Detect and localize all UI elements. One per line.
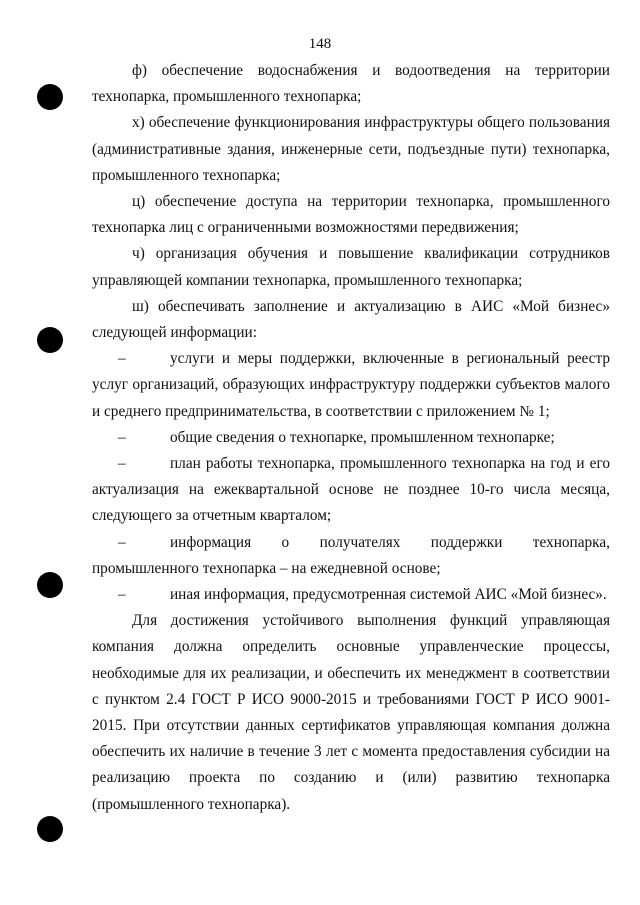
bullet-dash: –	[118, 455, 126, 473]
page-number: 148	[308, 36, 332, 52]
paragraph-kh: х) обеспечение функционирования инфраструктуры общего пользования (административные здания, инженерные сети, подъездные пути) технопарка, промышленного технопарка;	[92, 114, 610, 184]
closing-paragraph: Для достижения устойчивого выполнения функций управляющая компания должна определить основные управленческие процессы, необходимые для их реализации, и обеспечить их менеджмент в соответствии с пунктом 2.4 ГОСТ Р ИСО 9000-2015 и требованиями ГОСТ Р ИСО 9001-2015. При отсутствии данных сертификатов управляющая компания должна обеспечить их наличие в течение 3 лет с момента предоставления субсидии на реализацию проекта по созданию и (или) развитию технопарка (промышленного технопарка).	[92, 612, 610, 813]
bullet-dash: –	[118, 428, 126, 446]
bullet-item	[92, 530, 610, 582]
bullet-dash: –	[118, 533, 126, 551]
punch-hole-3	[37, 572, 63, 598]
bullet-item	[92, 425, 610, 451]
bullet-dash: –	[118, 350, 126, 368]
punch-hole-4	[37, 816, 63, 842]
bullet-text: услуги и меры поддержки, включенные в региональный реестр услуг организаций, образующих инфраструктуру поддержки субъектов малого и среднего предпринимательства, в соответствии с приложением № 1;	[92, 350, 610, 420]
punch-hole-1	[37, 84, 63, 110]
paragraph-ch: ч) организация обучения и повышение квалификации сотрудников управляющей компании технопарка, промышленного технопарка;	[92, 245, 610, 289]
bullet-text: план работы технопарка, промышленного технопарка на год и его актуализация на ежеквартальной основе не позднее 10-го числа месяца, следующего за отчетным кварталом;	[92, 455, 610, 525]
bullet-text: информация о получателях поддержки технопарка, промышленного технопарка – на ежедневной основе;	[92, 533, 610, 577]
paragraph-f: ф) обеспечение водоснабжения и водоотведения на территории технопарка, промышленного технопарка;	[92, 62, 610, 106]
bullet-text: общие сведения о технопарке, промышленном технопарке;	[170, 428, 555, 446]
bullet-text: иная информация, предусмотренная системой АИС «Мой бизнес».	[170, 586, 607, 604]
bullet-item	[92, 582, 610, 608]
bullet-item	[92, 346, 610, 425]
bullet-item	[92, 451, 610, 530]
punch-hole-2	[37, 327, 63, 353]
paragraph-ts: ц) обеспечение доступа на территории технопарка, промышленного технопарка лиц с ограниченными возможностями передвижения;	[92, 193, 610, 237]
document-body	[92, 58, 610, 818]
bullet-dash: –	[118, 586, 126, 604]
paragraph-sh: ш) обеспечивать заполнение и актуализацию в АИС «Мой бизнес» следующей информации:	[92, 297, 610, 342]
